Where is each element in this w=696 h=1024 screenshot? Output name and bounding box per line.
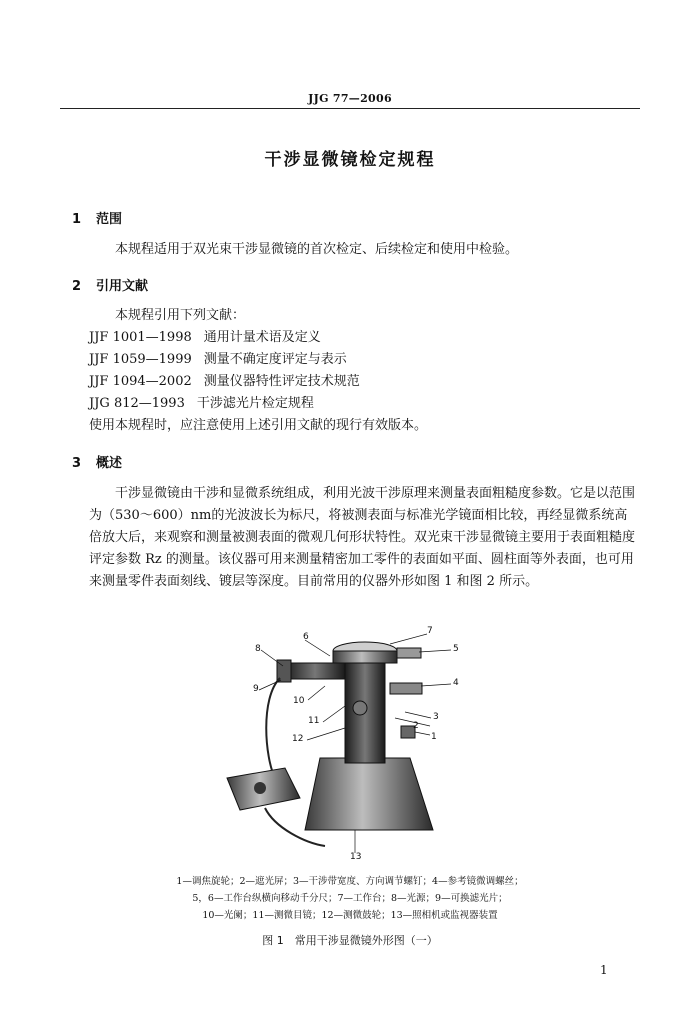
reference-title: 测量不确定度评定与表示	[203, 352, 347, 367]
figure-legend-line: 10—光阑；11—测微目镜；12—测微鼓轮；13—照相机或监视器装置	[202, 910, 498, 921]
section-3-heading	[72, 452, 122, 471]
references-block	[89, 305, 637, 437]
callout-label: 10	[293, 696, 305, 706]
reference-title: 通用计量术语及定义	[203, 330, 321, 345]
section-3-body: 干涉显微镜由干涉和显微系统组成，利用光波干涉原理来测量表面粗糙度参数。它是以范围为（530～600）nm的光波波长为标尺，将被测表面与标准光学镜面相比较，再经显微系统高倍放大后，来观察和测量被测表面的微观几何形状特性。双光束干涉显微镜主要用于表面粗糙度评定参数 Rz 的测量。该仪器可用来测量精密加工零件的表面如平面、圆柱面等外表面，也可用来测量零件表面刻线、镀层等深度。目前常用的仪器外形如图 1 和图 2 所示。	[89, 486, 636, 589]
reference-item	[89, 327, 637, 349]
references-intro: 本规程引用下列文献：	[115, 308, 246, 323]
reference-code: JJF 1094—2002	[89, 374, 192, 389]
document-title: 干涉显微镜检定规程	[264, 150, 436, 170]
reference-item	[89, 349, 637, 371]
section-number: 2	[72, 279, 82, 294]
reference-item	[89, 371, 637, 393]
section-number: 1	[72, 212, 82, 227]
section-title: 概述	[96, 456, 123, 471]
document-code-header: JJG 77—2006	[308, 92, 392, 105]
section-1-heading	[72, 208, 122, 227]
reference-title: 干涉滤光片检定规程	[196, 396, 314, 411]
figure-caption: 图 1 常用干涉显微镜外形图（一）	[262, 934, 438, 947]
callout-label: 2	[413, 721, 419, 731]
reference-item	[89, 393, 637, 415]
section-2-heading	[72, 275, 148, 294]
callout-label: 3	[433, 712, 439, 722]
callout-label: 9	[253, 684, 259, 694]
callout-label: 5	[453, 644, 459, 654]
callout-label: 13	[350, 852, 362, 862]
callout-label: 7	[427, 626, 433, 636]
figure-legend	[100, 873, 600, 924]
reference-code: JJG 812—1993	[89, 396, 185, 411]
reference-code: JJF 1001—1998	[89, 330, 192, 345]
references-closing: 使用本规程时，应注意使用上述引用文献的现行有效版本。	[89, 418, 428, 433]
page-number: 1	[600, 963, 608, 977]
microscope-illustration	[205, 618, 480, 868]
callout-label: 1	[431, 732, 437, 742]
callout-label: 4	[453, 678, 459, 688]
section-1-body: 本规程适用于双光束干涉显微镜的首次检定、后续检定和使用中检验。	[115, 242, 519, 257]
section-title: 引用文献	[96, 279, 149, 294]
section-number: 3	[72, 456, 82, 471]
reference-code: JJF 1059—1999	[89, 352, 192, 367]
header-rule	[60, 108, 640, 109]
microscope-figure	[205, 618, 480, 868]
figure-legend-line: 5，6—工作台纵横向移动千分尺；7—工作台；8—光源；9—可换滤光片；	[192, 893, 508, 904]
callout-label: 6	[303, 632, 309, 642]
figure-legend-line: 1—调焦旋轮；2—遮光屏；3—干涉带宽度、方向调节螺钉；4—参考镜微调螺丝；	[176, 876, 524, 887]
reference-title: 测量仪器特性评定技术规范	[203, 374, 360, 389]
callout-label: 8	[255, 644, 261, 654]
callout-label: 12	[292, 734, 304, 744]
section-title: 范围	[96, 212, 123, 227]
callout-label: 11	[308, 716, 320, 726]
